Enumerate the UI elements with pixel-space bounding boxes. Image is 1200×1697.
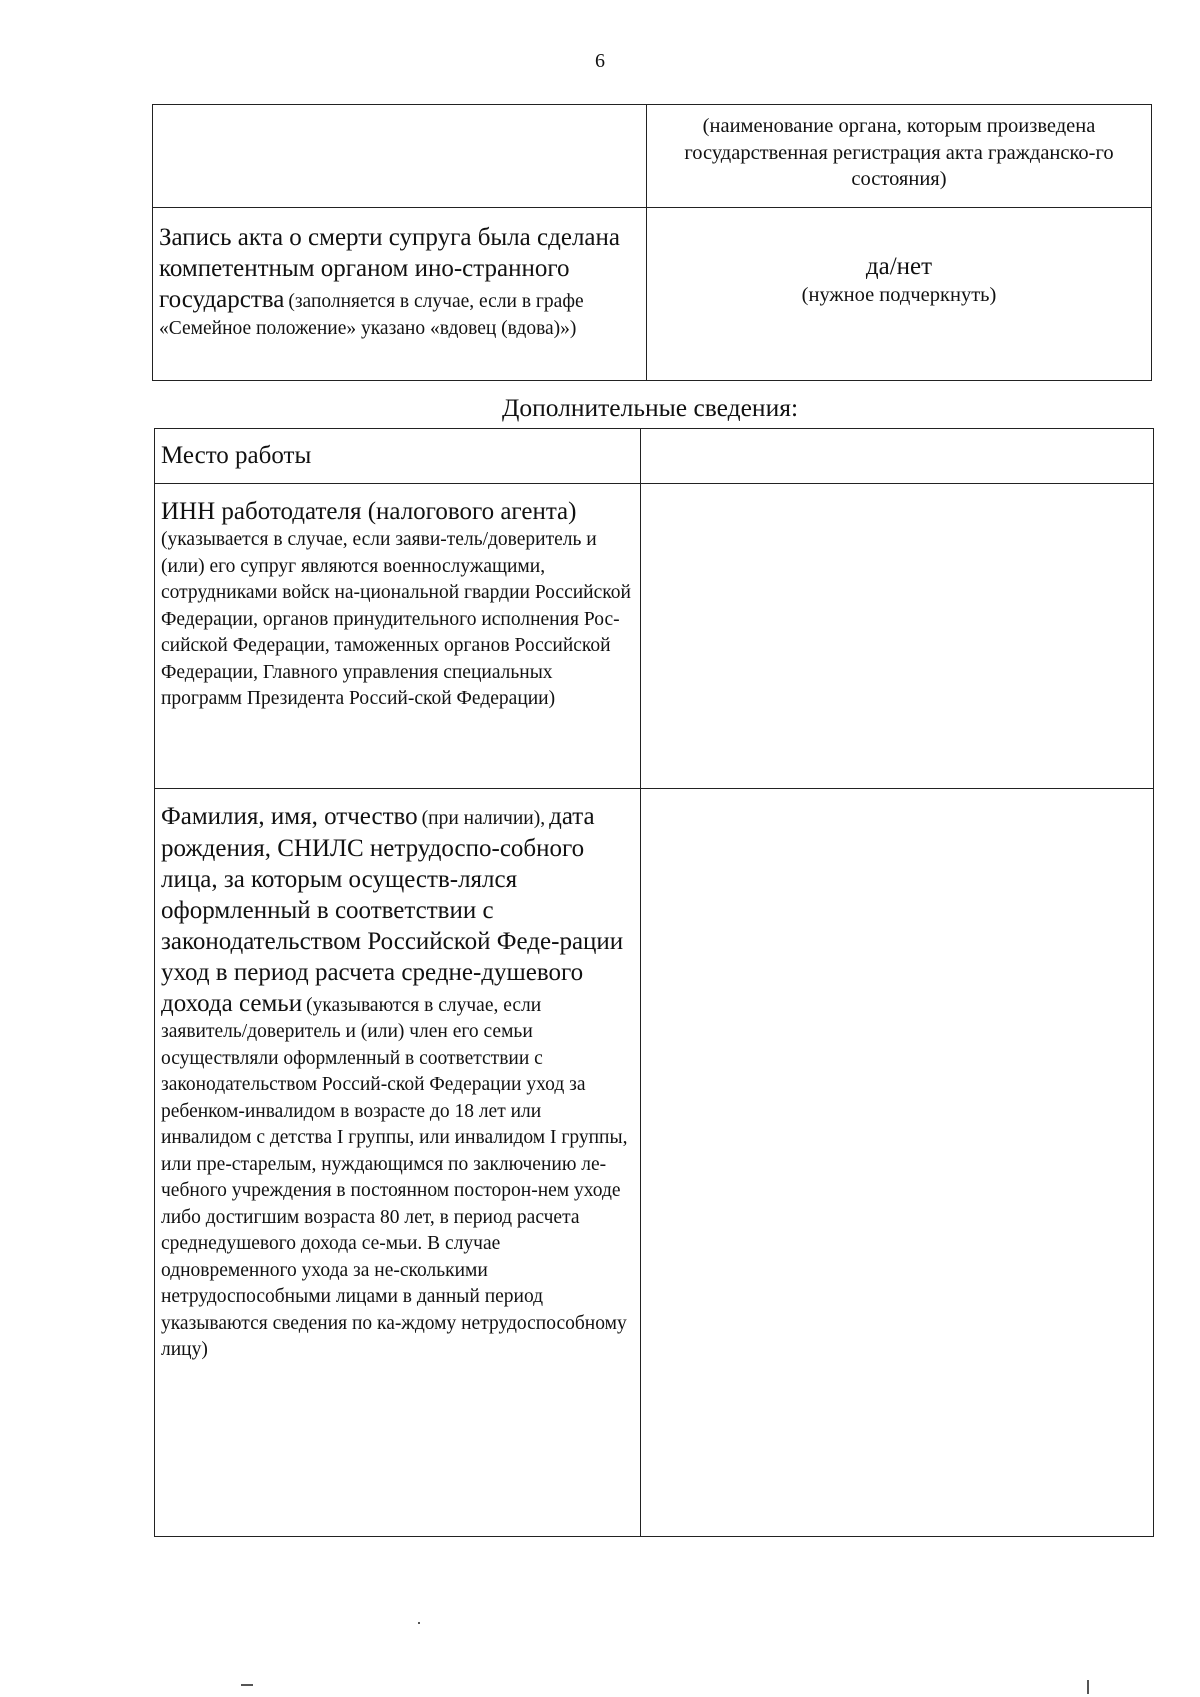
employer-inn-label-cell: [155, 484, 641, 789]
workplace-row: [155, 429, 1154, 484]
yes-no-cell[interactable]: [647, 208, 1152, 381]
employer-inn-label: ИНН работодателя (налогового агента): [161, 498, 577, 525]
death-record-note: (заполняется в случае, если в графе «Семейное положение» указано «вдовец (вдова)»): [159, 291, 584, 339]
registration-table: [152, 104, 1152, 381]
yes-no-hint: (нужное подчеркнуть): [801, 284, 997, 306]
scan-speck: [241, 1684, 253, 1686]
workplace-label: Место работы: [161, 441, 312, 469]
authority-row: [153, 105, 1152, 208]
employer-inn-row: [155, 484, 1154, 789]
caregiver-note: (указываются в случае, если заявитель/доверитель и (или) член его семьи осуществляли оформленный в соответствии с законодательством Россий-ской Федерации уход за ребенком-инвалидом в возрасте до 18 лет или инвалидом с детства I группы, или инвалидом I группы, или пре-старелым, нуждающимся по заключению ле-чебного учреждения в постоянном посторон-нем уходе либо достигшим возраста 80 лет, в период расчета среднедушевого дохода се-мьи. В случае одновременного ухода за не-сколькими нетрудоспособными лицами в данный период указываются сведения по ка-ждому нетрудоспособному лицу): [161, 994, 628, 1360]
caregiver-label-part1: Фамилия, имя, отчество: [161, 803, 418, 830]
death-record-row: [153, 208, 1152, 381]
employer-inn-value-cell[interactable]: [641, 484, 1154, 789]
scan-speck: [1087, 1680, 1089, 1694]
death-record-label: Запись акта о смерти супруга была сделана компетентным органом ино-странного государства: [159, 224, 620, 313]
additional-info-table: [154, 428, 1154, 1537]
authority-value-cell[interactable]: [153, 105, 647, 208]
page-number: 6: [595, 50, 605, 72]
authority-caption-cell: [647, 105, 1152, 208]
caregiver-label-cell: [155, 789, 641, 1537]
workplace-label-cell: [155, 429, 641, 484]
yes-no-option[interactable]: да/нет: [865, 253, 933, 280]
additional-info-title: Дополнительные сведения:: [501, 393, 799, 422]
scan-speck: [418, 1622, 420, 1624]
caregiver-label-part1-note: (при наличии),: [421, 808, 546, 829]
caregiver-row: [155, 789, 1154, 1537]
death-record-label-cell: [153, 208, 647, 381]
employer-inn-note: (указывается в случае, если заяви-тель/доверитель и (или) его супруг являются военнослужащими, сотрудниками войск на-циональной гвардии Российской Федерации, органов принудительного исполнения Рос-сийской Федерации, таможенных органов Российской Федерации, Главного управления специальных программ Президента Россий-ской Федерации): [161, 529, 631, 709]
workplace-value-cell[interactable]: [641, 429, 1154, 484]
authority-caption: (наименование органа, которым произведена государственная регистрация акта гражданско-го состояния): [684, 115, 1114, 190]
caregiver-label-part2: дата рождения, СНИЛС нетрудоспо-собного лица, за которым осуществ-лялся оформленный в соответствии с законодательством Российской Феде-рации уход в период расчета средне-душевого дохода семьи: [161, 803, 624, 1017]
caregiver-value-cell[interactable]: [641, 789, 1154, 1537]
